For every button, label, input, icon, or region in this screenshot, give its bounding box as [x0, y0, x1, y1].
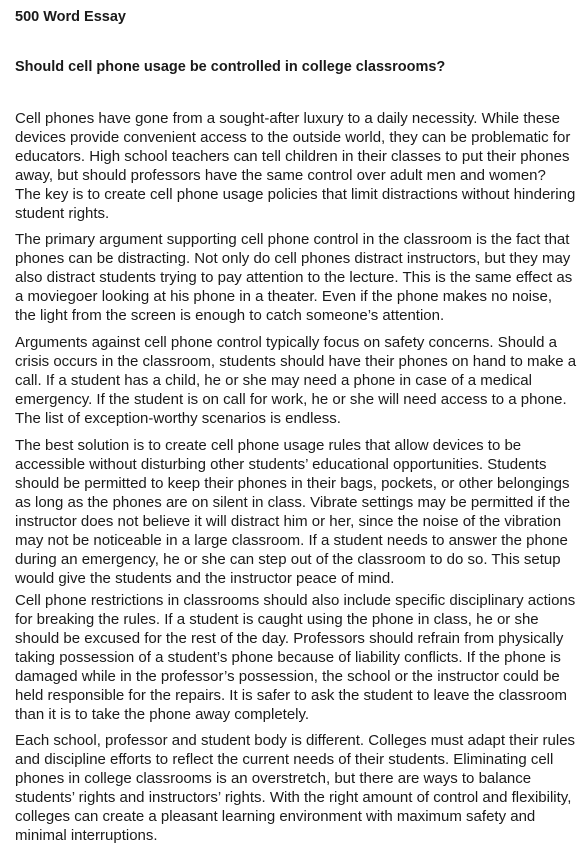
paragraph-line: phones in college classrooms is an overstretch, but there are ways to balance — [15, 770, 532, 787]
paragraph-line: the light from the screen is enough to catch someone’s attention. — [15, 307, 445, 324]
paragraph-line: The list of exception-worthy scenarios is endless. — [15, 410, 341, 427]
paragraph-line: The key is to create cell phone usage policies that limit distractions without hindering — [15, 186, 576, 203]
paragraph-line: crisis occurs in the classroom, students should have their phones on hand to make a — [15, 353, 577, 370]
paragraph-line: and discipline efforts to reflect the current needs of their students. Eliminating cell — [15, 751, 554, 768]
paragraph-line: The best solution is to create cell phone usage rules that allow devices to be — [15, 437, 522, 454]
paragraph-line: would give the students and the instructor peace of mind. — [15, 570, 395, 587]
paragraph-line: colleges can create a pleasant learning environment with maximum safety and — [15, 808, 536, 825]
paragraph-line: away, but should professors have the same control over adult men and women? — [15, 167, 546, 184]
paragraph-line: also distract students trying to pay attention to the lecture. This is the same effect as — [15, 269, 573, 286]
paragraph-line: Arguments against cell phone control typically focus on safety concerns. Should a — [15, 334, 557, 351]
paragraph-line: educators. High school teachers can tell children in their classes to put their phones — [15, 148, 570, 165]
paragraph-line: students’ rights and instructors’ rights. With the right amount of control and flexibility, — [15, 789, 572, 806]
paragraph-1 — [15, 109, 580, 223]
paragraph-line: Cell phone restrictions in classrooms should also include specific disciplinary actions — [15, 592, 576, 609]
paragraph-line: held responsible for the repairs. It is safer to ask the student to leave the classroom — [15, 687, 567, 704]
paragraph-line: The primary argument supporting cell phone control in the classroom is the fact that — [15, 231, 570, 248]
document-title: 500 Word Essay — [15, 9, 126, 25]
paragraph-3 — [15, 333, 580, 428]
paragraph-line: during an emergency, he or she can step out of the classroom to do so. This setup — [15, 551, 561, 568]
paragraph-line: a moviegoer looking at his phone in a theater. Even if the phone makes no noise, — [15, 288, 553, 305]
paragraph-line: devices provide convenient access to the outside world, they can be problematic for — [15, 129, 571, 146]
paragraph-6 — [15, 731, 580, 845]
paragraph-line: as long as the phones are on silent in class. Vibrate settings may be permitted if the — [15, 494, 571, 511]
paragraph-line: emergency. If the student is on call for work, he or she will need access to a phone. — [15, 391, 567, 408]
paragraph-line: damaged while in the professor’s possession, the school or the instructor could be — [15, 668, 560, 685]
paragraph-line: than it is to take the phone away completely. — [15, 706, 310, 723]
paragraph-line: student rights. — [15, 205, 110, 222]
paragraph-line: Each school, professor and student body is different. Colleges must adapt their rules — [15, 732, 576, 749]
paragraph-line: should be permitted to keep their phones in their bags, pockets, or other belongings — [15, 475, 570, 492]
paragraph-2 — [15, 230, 580, 325]
paragraph-line: may not be noticeable in a large classroom. If a student needs to answer the phone — [15, 532, 568, 549]
paragraph-line: instructor does not believe it will distract him or her, since the noise of the vibration — [15, 513, 562, 530]
paragraph-line: phones can be distracting. Not only do cell phones distract instructors, but they may — [15, 250, 571, 267]
paragraph-5 — [15, 591, 580, 724]
paragraph-line: minimal interruptions. — [15, 827, 158, 844]
paragraph-line: accessible without disturbing other students’ educational opportunities. Students — [15, 456, 547, 473]
paragraph-4 — [15, 436, 580, 588]
paragraph-line: call. If a student has a child, he or she may need a phone in case of a medical — [15, 372, 532, 389]
paragraph-line: Cell phones have gone from a sought-after luxury to a daily necessity. While these — [15, 110, 561, 127]
paragraph-line: should be excused for the rest of the day. Professors should refrain from physically — [15, 630, 564, 647]
paragraph-line: taking possession of a student’s phone because of liability conflicts. If the phone is — [15, 649, 561, 666]
essay-question: Should cell phone usage be controlled in college classrooms? — [15, 59, 446, 75]
paragraph-line: for breaking the rules. If a student is caught using the phone in class, he or she — [15, 611, 539, 628]
